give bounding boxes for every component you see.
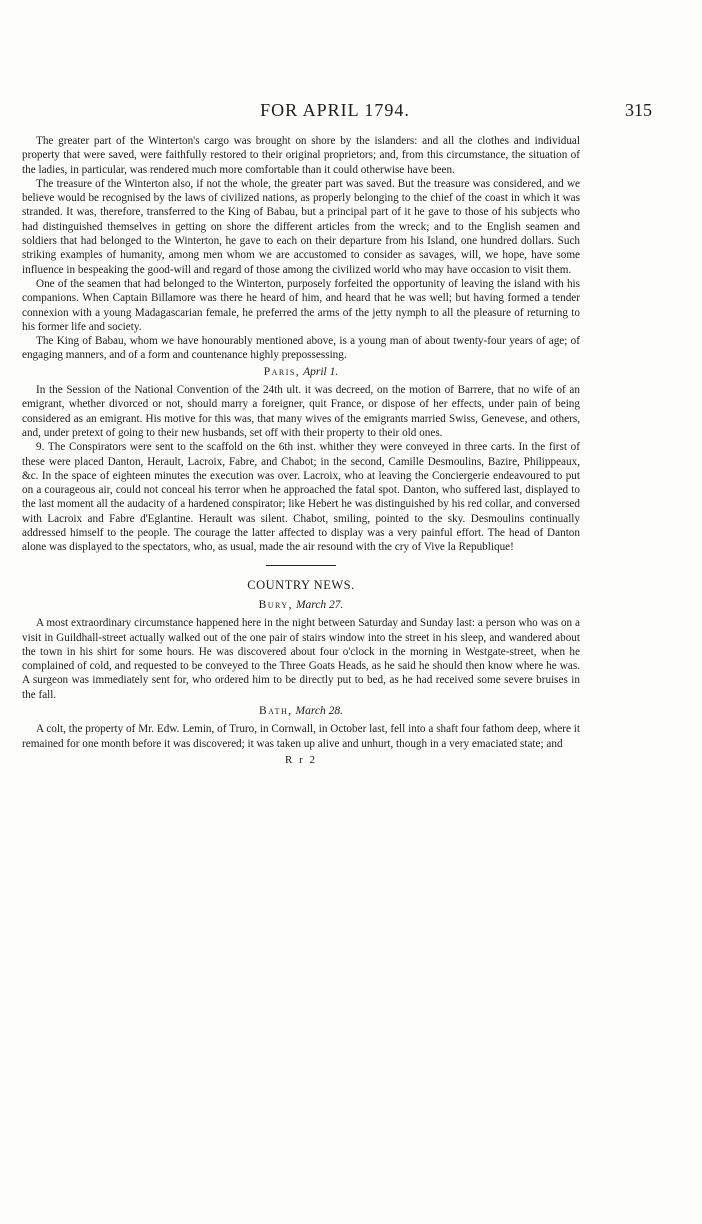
dateline-date: April 1.	[303, 365, 339, 378]
dateline-date: March 28.	[295, 704, 343, 717]
body-paragraph: In the Session of the National Convention of the 24th ult. it was decreed, on the motion of Barrere, that no wife of an emigrant, whether divorced or not, should marry a foreigner, quit France, or dispose of her effects, under pain of being considered as an emigrant. His motive for this was, that many wives of the emigrants married Swiss, Genevese, and others, and, under pretext of going to their new husbands, set off with their property to their old ones.	[22, 384, 580, 439]
body-paragraph: One of the seamen that had belonged to the Winterton, purposely forfeited the opportunity of leaving the island with his companions. When Captain Billamore was there he heard of him, and heard that he was well; but having formed a tender connexion with a young Madagascarian female, he preferred the arms of the jetty nymph to all the pleasure of returning to his former life and society.	[22, 277, 580, 333]
body-paragraph: 9. The Conspirators were sent to the scaffold on the 6th inst. whither they were conveyed in three carts. In the first of these were placed Danton, Herault, Lacroix, Fabre, and Chabot; in the second, Camille Desmoulins, Bazire, Philippeaux, &c. In the space of eighteen minutes the execution was over. Lacroix, who at leaving the Conciergerie endeavoured to put on a courageous air, could not conceal his terror when he approached the fatal spot. Danton, who suffered last, displayed to the last moment all the audacity of a hardened conspirator; like Hebert he was distinguished by his red collar, and conversed with Lacroix and Fabre d'Eglantine. Herault was silent. Chabot, smiling, pointed to the sky. Desmoulins continually addressed himself to the people. The courage the latter affected to display was a very painful effort. The head of Danton alone was displayed to the spectators, who, as usual, made the air resound with the cry of Vive la Republique!	[22, 441, 580, 554]
body-paragraph: The greater part of the Winterton's cargo was brought on shore by the islanders: and all the clothes and individual property that were saved, were faithfully restored to their original proprietors; and, from this circumstance, the situation of the ladies, in particular, was rendered much more comfortable than it could otherwise have been.	[22, 135, 580, 176]
body-paragraph: The treasure of the Winterton also, if not the whole, the greater part was saved. But the treasure was considered, and we believe would be recognised by the laws of civilized nations, as properly belonging to the chief of the coast in which it was stranded. It was, therefore, transferred to the King of Babau, but a principal part of it he gave to those of his subjects who had distinguished themselves in getting on shore the different articles from the wreck; and to the English seamen and soldiers that had belonged to the Winterton, he gave to each on their departure from his Island, one hundred dollars. Such striking examples of humanity, among men whom we are accustomed to consider as savages, will, we hope, have some influence in bespeaking the good-will and regard of those among the civilized world who may have occasion to visit them.	[22, 177, 580, 276]
dateline-bath	[22, 704, 580, 718]
dateline-place: Bury,	[258, 598, 294, 611]
body-paragraph: A colt, the property of Mr. Edw. Lemin, of Truro, in Cornwall, in October last, fell into a shaft four fathom deep, where it remained for one month before it was discovered; it was taken up alive and unhurt, though in a very emaciated state; and	[22, 723, 580, 750]
dateline-bury	[22, 598, 580, 612]
page-header	[18, 100, 652, 128]
page-number: 315	[625, 100, 652, 120]
winterton-article	[22, 134, 580, 363]
dateline-place: Paris,	[263, 365, 301, 378]
body-paragraph: The King of Babau, whom we have honourably mentioned above, is a young man of about twenty-four years of age; of engaging manners, and of a form and countenance highly prepossessing.	[22, 335, 580, 362]
body-paragraph: A most extraordinary circumstance happened here in the night between Saturday and Sunday last: a person who was on a visit in Guildhall-street actually walked out of the one pair of stairs window into the street in his sleep, and wandered about the town in his shirt for some hours. He was discovered about four o'clock in the morning in Westgate-street, when he complained of cold, and requested to be conveyed to the Three Goats Heads, as he said he should then know where he was. A surgeon was immediately sent for, who ordered him to be directly put to bed, as he had received some severe bruises in the fall.	[22, 617, 580, 701]
document-body	[22, 134, 580, 767]
dateline-date: March 27.	[295, 598, 344, 611]
dateline-place: Bath,	[259, 704, 293, 717]
signature-mark: R r 2	[285, 753, 317, 766]
running-title: FOR APRIL 1794.	[260, 100, 410, 120]
paris-article	[22, 383, 580, 555]
section-divider	[266, 565, 336, 566]
dateline-paris	[22, 365, 580, 379]
section-heading: COUNTRY NEWS.	[247, 577, 355, 592]
